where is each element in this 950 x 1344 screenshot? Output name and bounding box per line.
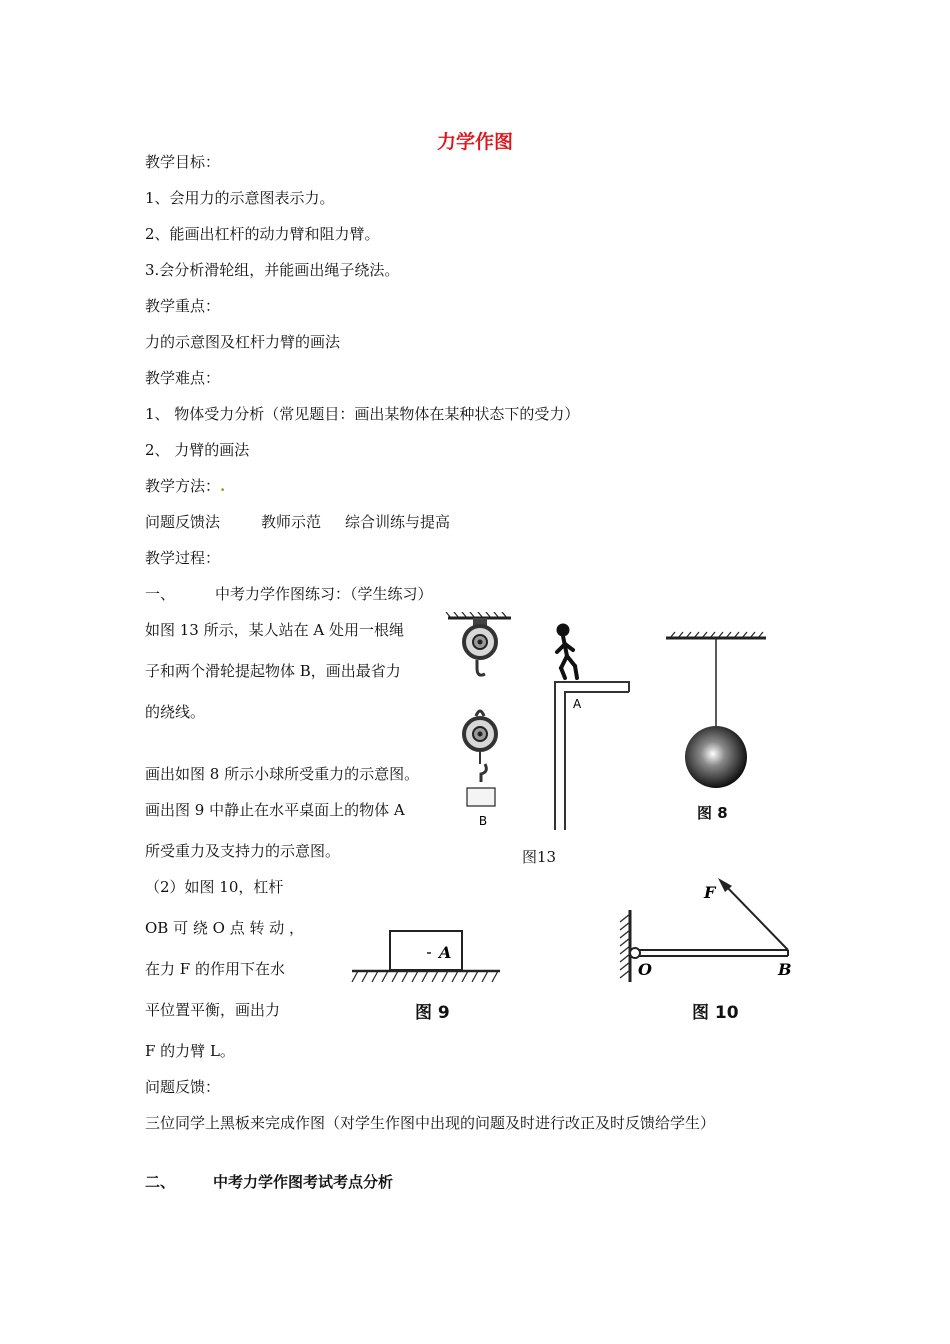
exercise-4-line-2: OB 可 绕 O 点 转 动 ， [145, 919, 304, 937]
key-points-text: 力的示意图及杠杆力臂的画法 [145, 333, 341, 351]
exercise-1-line-3: 的绕线。 [145, 703, 206, 721]
objective-1: 1、会用力的示意图表示力。 [145, 189, 335, 207]
pivot-o [630, 948, 640, 958]
exercise-4-line-1: （2）如图 10，杠杆 [145, 878, 284, 896]
fixed-pulley [464, 618, 496, 675]
exercise-2-text: 画出如图 8 所示小球所受重力的示意图。 [145, 765, 420, 783]
figure-10-caption: 图 10 [692, 1003, 739, 1023]
page-title: 力学作图 [436, 131, 513, 153]
objective-2: 2、能画出杠杆的动力臂和阻力臂。 [145, 225, 380, 243]
person-figure [557, 626, 577, 679]
figure-9-block-on-table [350, 928, 502, 986]
methods-dot: . [220, 477, 226, 495]
process-heading: 教学过程： [145, 549, 221, 567]
ball [685, 726, 747, 788]
difficulty-1: 1、 物体受力分析（常见题目：画出某物体在某种状态下的受力） [145, 405, 580, 423]
methods-heading [145, 476, 225, 496]
label-b: B [778, 960, 792, 979]
method-2: 教师示范 [261, 513, 322, 531]
figure-13-caption: 图13 [522, 848, 557, 866]
methods-heading-text: 教学方法： [145, 477, 221, 495]
section-2-number: 二、 [145, 1173, 176, 1191]
difficulties-heading: 教学难点： [145, 369, 221, 387]
figure-8-hanging-ball [660, 630, 772, 830]
label-a: A [573, 697, 582, 711]
method-1: 问题反馈法 [145, 513, 221, 531]
exercise-4-line-3: 在力 F 的作用下在水 [145, 960, 285, 978]
exercise-3-line-2: 所受重力及支持力的示意图。 [145, 842, 341, 860]
exercise-4-line-4: 平位置平衡，画出力 [145, 1001, 281, 1019]
label-a: A [439, 943, 452, 962]
method-3: 综合训练与提高 [345, 513, 451, 531]
exercise-3-line-1: 画出图 9 中静止在水平桌面上的物体 A [145, 801, 405, 819]
figure-8-caption: 图 8 [697, 804, 728, 822]
feedback-heading: 问题反馈： [145, 1078, 221, 1096]
objectives-heading: 教学目标： [145, 153, 221, 171]
figure-13-pulley-diagram [443, 612, 635, 830]
figure-10-lever [612, 872, 802, 984]
label-o: O [638, 960, 652, 979]
figure-9-caption: 图 9 [415, 1003, 450, 1023]
section-2-title: 中考力学作图考试考点分析 [213, 1173, 394, 1191]
exercise-1-line-2: 子和两个滑轮提起物体 B，画出最省力 [145, 662, 401, 680]
section-1-title: 中考力学作图练习：（学生练习） [215, 585, 433, 603]
force-arrow-f [724, 884, 788, 950]
label-f: F [704, 883, 716, 902]
label-b: B [478, 814, 488, 828]
exercise-1-line-1: 如图 13 所示，某人站在 A 处用一根绳 [145, 621, 404, 639]
feedback-text: 三位同学上黑板来完成作图（对学生作图中出现的问题及时进行改正及时反馈给学生） [145, 1114, 716, 1132]
difficulty-2: 2、 力臂的画法 [145, 441, 250, 459]
movable-pulley [464, 711, 496, 782]
section-1-number: 一、 [145, 585, 176, 603]
key-points-heading: 教学重点： [145, 297, 221, 315]
objective-3: 3.会分析滑轮组，并能画出绳子绕法。 [145, 261, 400, 279]
exercise-4-line-5: F 的力臂 L。 [145, 1042, 235, 1060]
block-b [467, 788, 495, 806]
